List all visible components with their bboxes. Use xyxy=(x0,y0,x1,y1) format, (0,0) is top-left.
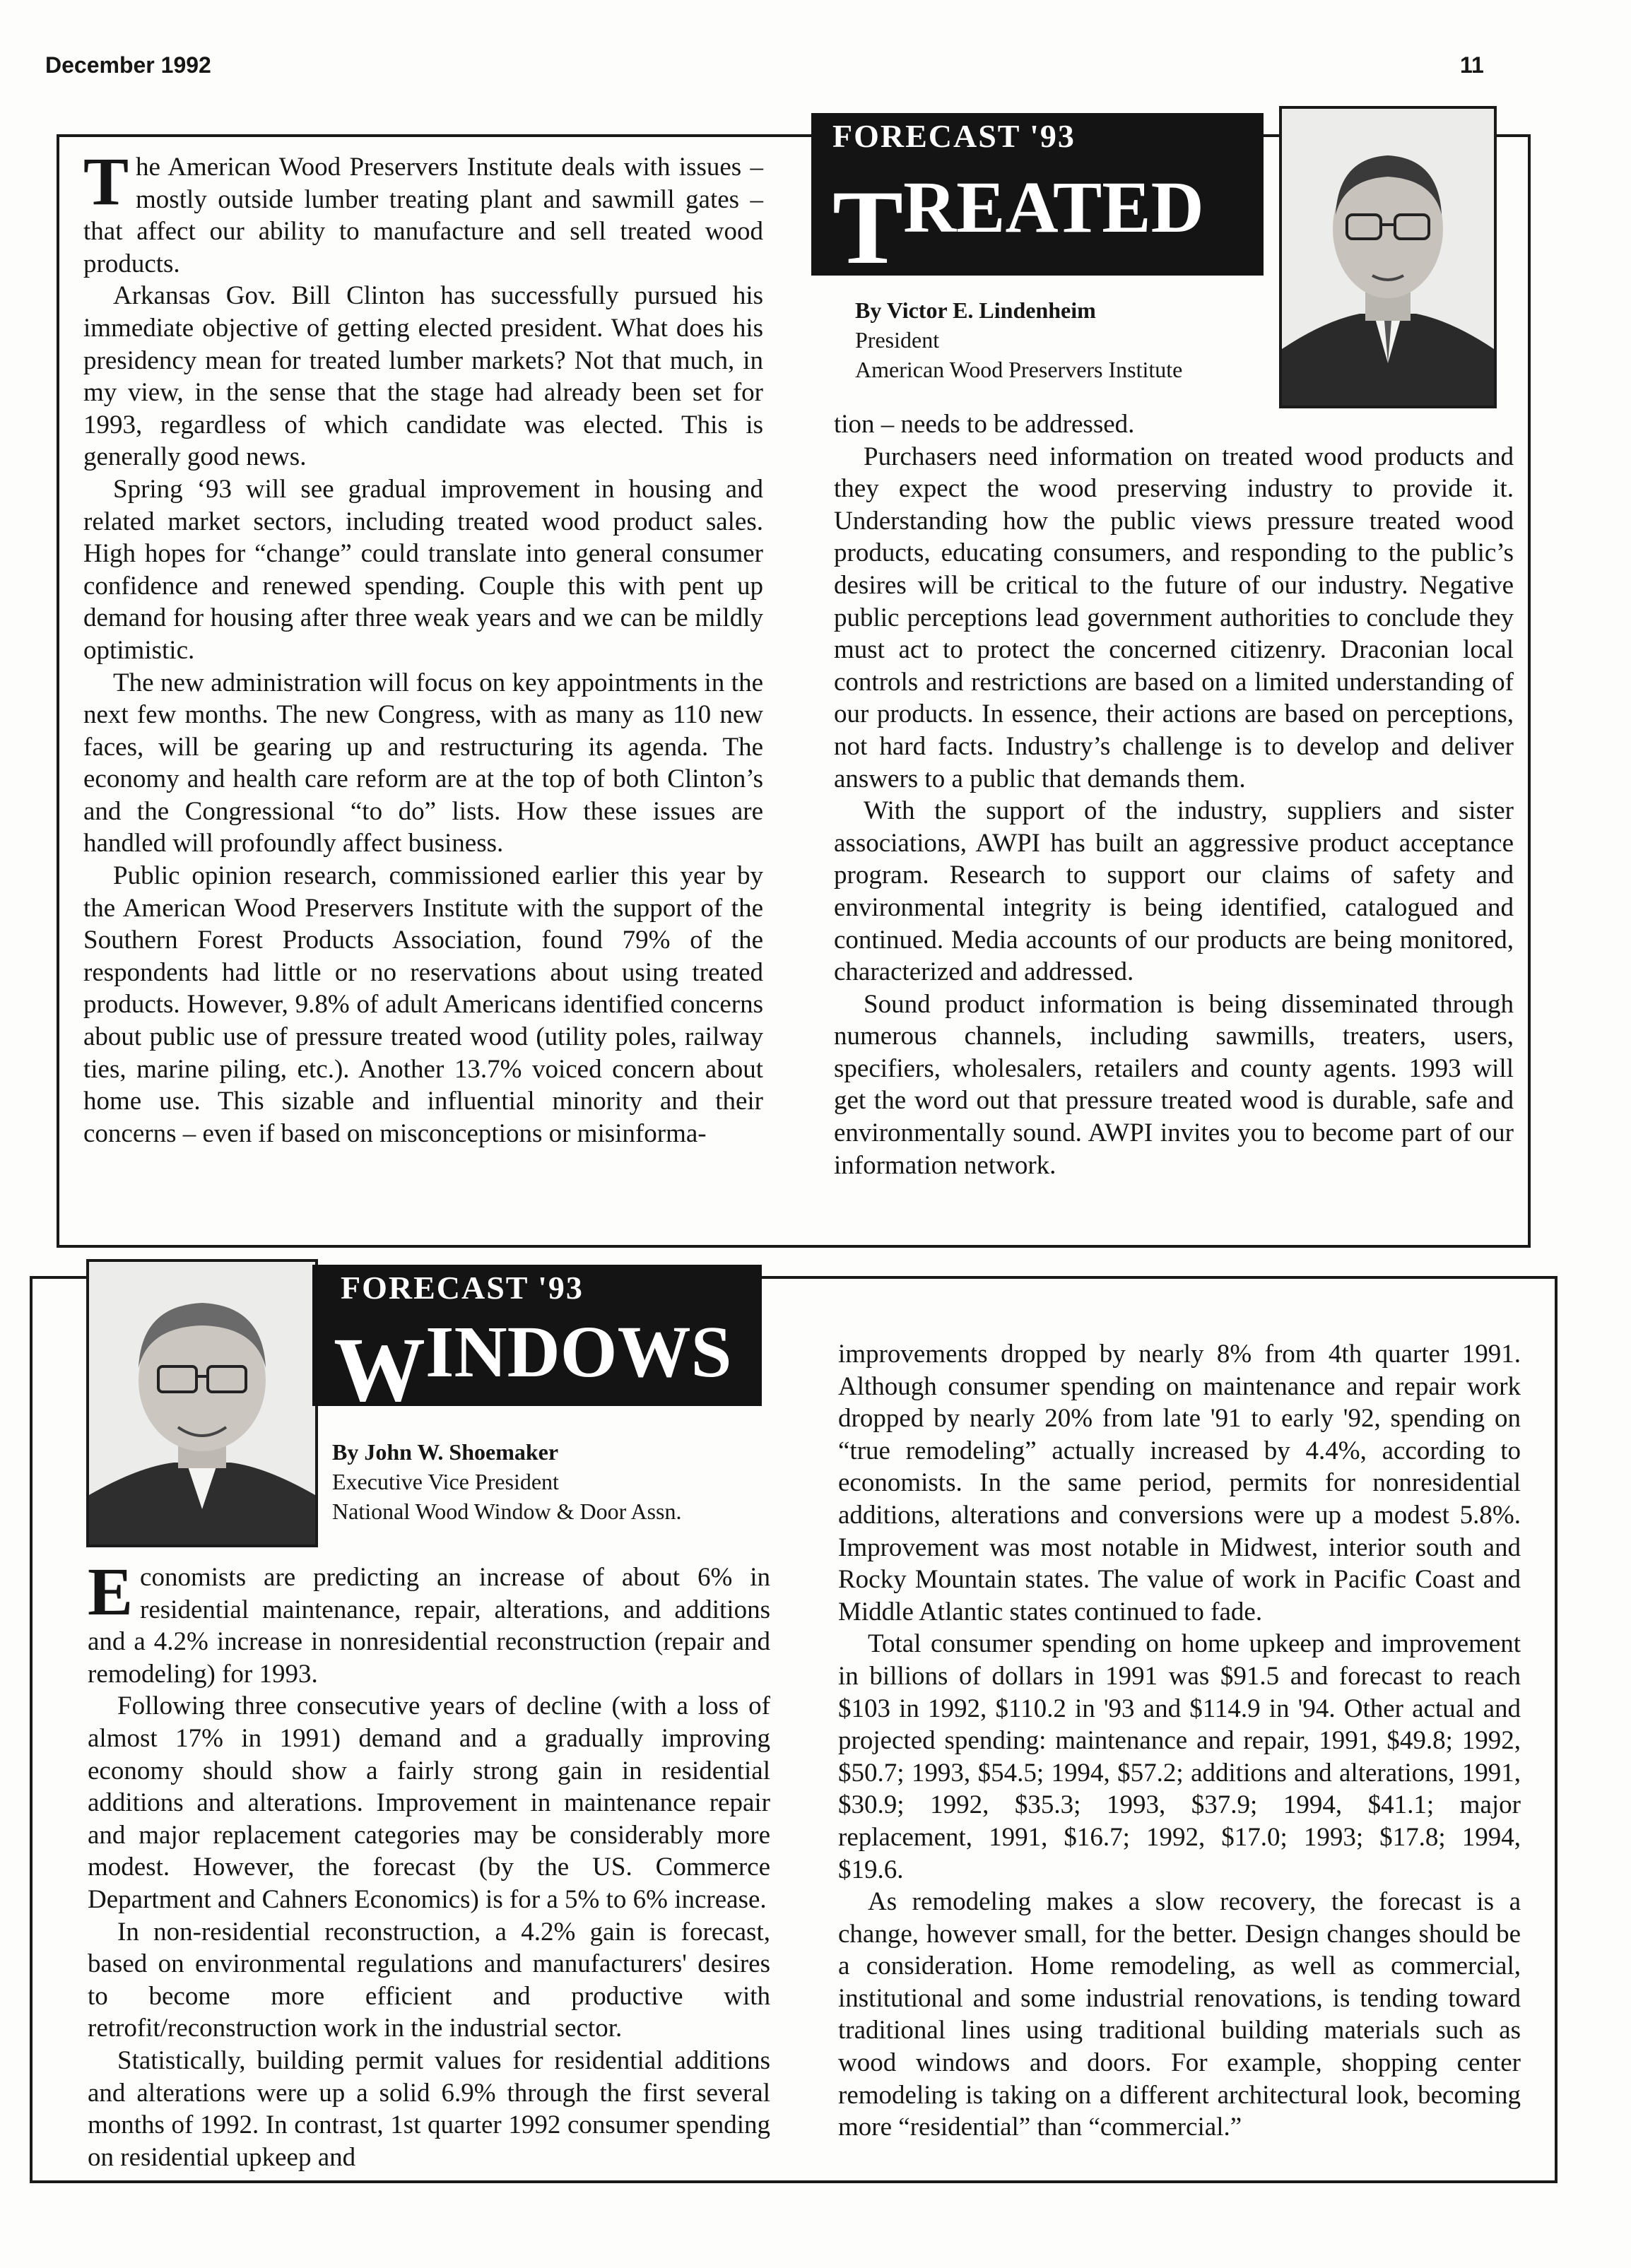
windows-paragraph-6: Total consumer spending on home upkeep and improvement in billions of dollars in 1991 was $91.5 and forecast to reach $103 in 1992, $110.2 in '93 and $114.9 in '94. Other actual and projected spending: maintenance and repair, 1991, $49.8; 1992, $50.7; 1993, $54.5; 1994, $57.2; additions and alterations, 1991, $30.9; 1992, $35.3; 1993, $37.9; 1994, $41.1; major replacement, 1991, $16.7; 1992, $17.0; 1993; $17.8; 1994, $19.6. xyxy=(838,1629,1521,1884)
author-photo-shoemaker xyxy=(86,1259,318,1547)
treated-column-left xyxy=(83,143,763,1150)
treated-kicker: FORECAST '93 xyxy=(832,118,1076,154)
windows-column-right xyxy=(838,1338,1521,2144)
windows-banner xyxy=(312,1265,762,1406)
treated-paragraph-9: Sound product information is being disseminated through numerous channels, including sawmills, treaters, users, specifiers, wholesalers, retailers and county agents. 1993 will get the word out that pressure treated wood is durable, safe and environmentally sound. AWPI invites you to become part of our information network. xyxy=(834,989,1514,1180)
treated-byline xyxy=(855,295,1251,384)
treated-column-right xyxy=(834,408,1514,1181)
windows-paragraph-2: Following three consecutive years of decline (with a loss of almost 17% in 1991) demand and a gradually improving economy should show a fairly strong gain in residential additions and alterations. Improvement in maintenance repair and major replacement categories may be considerably more modest. However, the forecast (by the US. Commerce Department and Cahners Economics) is for a 5% to 6% increase. xyxy=(88,1691,770,1914)
windows-author-title: Executive Vice President xyxy=(332,1469,559,1494)
author-photo-lindenheim xyxy=(1279,106,1497,408)
treated-headline-initial: T xyxy=(832,169,904,276)
windows-paragraph-4: Statistically, building permit values for residential additions and alterations were up a solid 6.9% through the first several months of 1992. In contrast, 1st quarter 1992 consumer spending on residential upkeep and xyxy=(88,2045,770,2172)
windows-dropcap: E xyxy=(88,1554,134,1629)
treated-author-title: President xyxy=(855,327,940,353)
windows-paragraph-7: As remodeling makes a slow recovery, the forecast is a change, however small, for the better. Design changes should be a consideration. Home remodeling, as well as commercial, institutional and some industrial renovations, is tending toward traditional lines using traditional building materials such as wood windows and doors. For example, shopping center remodeling is taking on a different architectural look, becoming more “residential” than “commercial.” xyxy=(838,1887,1521,2142)
treated-dropcap: T xyxy=(83,143,129,219)
treated-paragraph-1: The American Wood Preservers Institute deals with issues – mostly outside lumber treating plant and sawmill gates – that affect our ability to manufacture and sell treated wood products. xyxy=(83,143,763,278)
treated-paragraph-2: Arkansas Gov. Bill Clinton has successfully pursued his immediate objective of getting elected president. What does his presidency mean for treated lumber markets? Not that much, in my view, in the sense that the stage had already been set for 1993, regardless of which candidate was elected. This is generally good news. xyxy=(83,281,763,472)
windows-paragraph-1: Economists are predicting an increase of about 6% in residential maintenance, repair, alterations, and additions and a 4.2% increase in nonresidential reconstruction (repair and remodeling) for 1993. xyxy=(88,1554,770,1689)
windows-headline-initial: W xyxy=(334,1319,425,1406)
windows-author-org: National Wood Window & Door Assn. xyxy=(332,1499,682,1524)
windows-paragraph-5: improvements dropped by nearly 8% from 4th quarter 1991. Although consumer spending on maintenance and repair work dropped by nearly 20% from late '91 to early '92, spending on “true remodeling” actually increased by 4.4%, according to economists. In the same period, permits for nonresidential additions, alterations and conversions were up a modest 5.8%. Improvement was most notable in Midwest, interior south and Rocky Mountain states. The value of work in Pacific Coast and Middle Atlantic states continued to fade. xyxy=(838,1340,1521,1626)
treated-headline xyxy=(832,167,1204,276)
windows-headline-rest: INDOWS xyxy=(425,1311,732,1393)
treated-paragraph-5: Public opinion research, commissioned earlier this year by the American Wood Preservers Institute with the support of the Southern Forest Products Association, found 79% of the respondents had little or no reservations about using treated products. However, 9.8% of adult Americans identified concerns about public use of pressure treated wood (utility poles, railway ties, marine piling, etc.). Another 13.7% voiced concern about home use. This sizable and influential minority and their concerns – even if based on misconceptions or misinforma- xyxy=(83,861,763,1148)
treated-paragraph-3: Spring ‘93 will see gradual improvement in housing and related market sectors, including treated wood product sales. High hopes for “change” could translate into general consumer confidence and renewed spending. Couple this with pent up demand for housing after three weak years and we can be mildly optimistic. xyxy=(83,474,763,665)
windows-paragraph-3: In non-residential reconstruction, a 4.2% gain is forecast, based on environmental regulations and manufacturers' desires to become more efficient and productive with retrofit/reconstruction work in the industrial sector. xyxy=(88,1917,770,2043)
treated-paragraph-8: With the support of the industry, suppliers and sister associations, AWPI has built an aggressive product acceptance program. Research to support our claims of safety and environmental integrity is being identified, catalogued and continued. Media accounts of our products are being monitored, characterized and addressed. xyxy=(834,796,1514,987)
treated-paragraph-7: Purchasers need information on treated wood products and they expect the wood preserving industry to provide it. Understanding how the public views pressure treated wood products, educating consumers, and responding to the public’s desires will be critical to the future of our industry. Negative public perceptions lead government authorities to conclude they must act to protect the concerned citizenry. Draconian local controls and restrictions are based on a limited understanding of our products. In essence, their actions are based on perceptions, not hard facts. Industry’s challenge is to develop and deliver answers to a public that demands them. xyxy=(834,442,1514,793)
treated-banner xyxy=(811,113,1264,276)
treated-author-org: American Wood Preservers Institute xyxy=(855,357,1183,382)
treated-author-name: By Victor E. Lindenheim xyxy=(855,297,1096,323)
page-number: 11 xyxy=(1460,52,1484,78)
windows-column-left xyxy=(88,1554,770,2173)
windows-author-name: By John W. Shoemaker xyxy=(332,1439,559,1465)
treated-headline-rest: REATED xyxy=(903,167,1204,248)
treated-paragraph-4: The new administration will focus on key appointments in the next few months. The new Congress, with as many as 110 new faces, will be gearing up and restructuring its agenda. The economy and health care reform are at the top of both Clinton’s and the Congressional “to do” lists. How these issues are handled will profoundly affect business. xyxy=(83,668,763,858)
portrait-illustration xyxy=(1282,109,1494,406)
windows-kicker: FORECAST '93 xyxy=(341,1270,584,1306)
windows-headline xyxy=(334,1311,732,1406)
windows-byline xyxy=(332,1437,770,1526)
issue-date: December 1992 xyxy=(45,52,211,78)
portrait-illustration xyxy=(89,1262,315,1545)
treated-paragraph-6: tion – needs to be addressed. xyxy=(834,410,1135,439)
